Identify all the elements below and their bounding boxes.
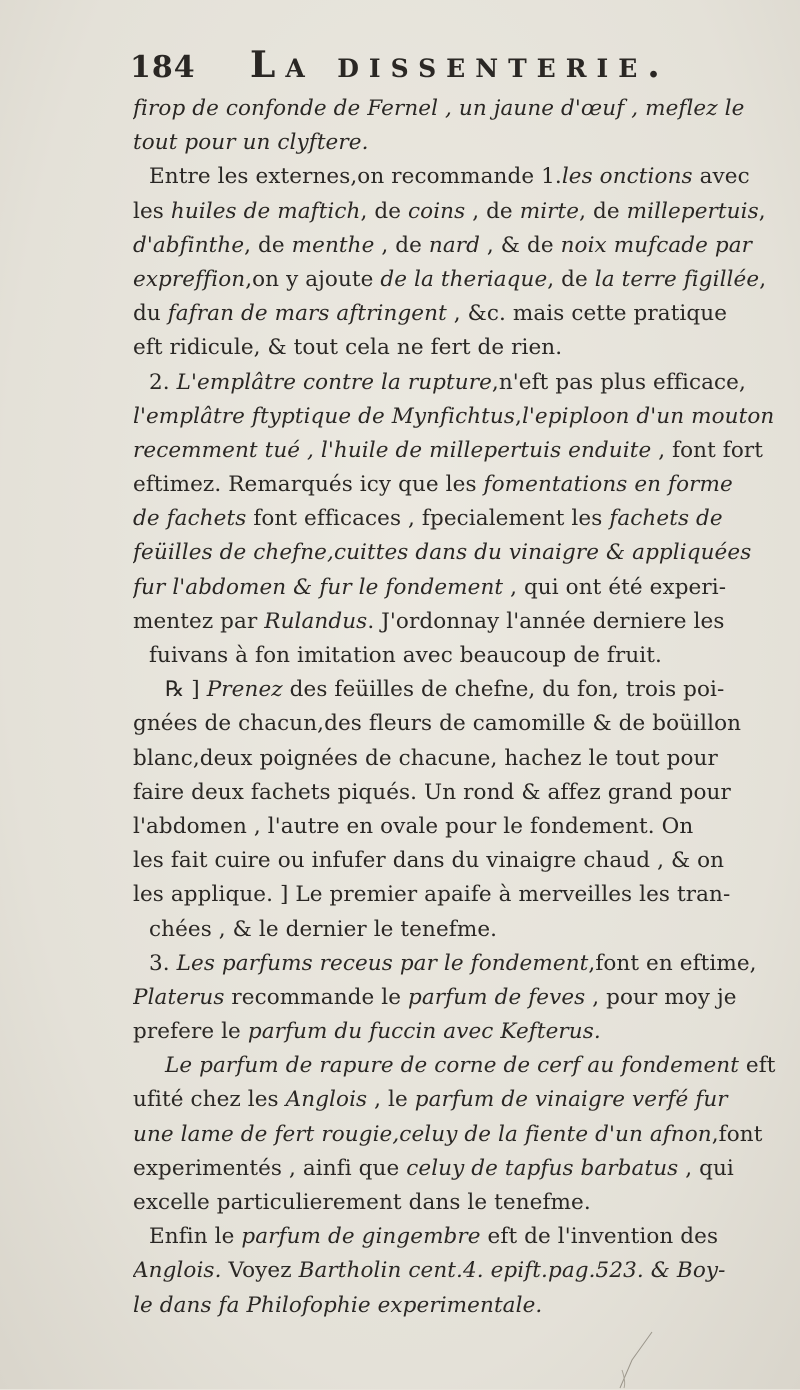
roman-text: les [133,198,171,224]
italic-text: noix mufcade par [560,232,753,258]
italic-text: d'abfinthe [133,232,245,258]
text-line [133,536,793,570]
roman-text: Enfin le [149,1224,242,1250]
roman-text: ,font en eftime, [588,950,757,976]
roman-text: experimentés , ainfi que [133,1155,407,1181]
roman-text: , & de [479,232,561,258]
italic-text: L'emplâtre contre la rupture [176,369,492,395]
italic-text: menthe [291,232,375,258]
roman-text: 2. [149,369,177,395]
italic-text: Platerus [133,984,225,1010]
text-line [133,263,793,297]
text-line [133,947,793,981]
italic-text: l'epiploon d'un mouton [521,403,775,429]
roman-text: ℞ ] [165,677,207,703]
italic-text: de la theriaque [380,266,548,292]
text-line [133,1083,793,1117]
roman-text: excelle particulierement dans le tenefme. [133,1190,591,1215]
italic-text: Prenez [206,677,283,703]
roman-text: l'abdomen , l'autre en ovale pour le fondement. On [133,813,694,839]
italic-text: une lame de fert rougie,celuy de la fiente d'un afnon [133,1121,712,1147]
italic-text: fafran de mars aftringent [167,301,447,327]
text-line [133,1118,793,1152]
italic-text: feüilles de chefne,cuittes dans du vinaigre & appliquées [133,540,752,566]
roman-text: eft [738,1053,776,1079]
roman-text: , de [244,232,292,258]
roman-text: , [759,266,767,292]
italic-text: coins [408,198,466,224]
roman-text: ,on y ajoute [245,266,381,292]
text-line [133,297,793,331]
roman-text: les fait cuire ou infufer dans du vinaigre chaud , & on [133,848,725,874]
roman-text: des feüilles de chefne, du fon, trois poi- [282,677,725,703]
text-line [133,331,793,365]
roman-text: , qui [678,1155,734,1181]
roman-text: Entre les externes,on recommande 1. [149,164,562,190]
italic-text: fomentations en forme [483,472,733,498]
italic-text: millepertuis [626,198,759,224]
text-line [133,126,793,160]
text-line [133,1186,793,1220]
page-header [130,44,690,92]
italic-text: firop de confonde de Fernel , un jaune d'œuf , meflez le [133,96,745,121]
body-text [133,92,793,1323]
roman-text: eftimez. Remarqués icy que les [133,472,484,498]
roman-text: , de [579,198,627,224]
italic-text: le dans fa Philofophie experimentale. [133,1292,543,1318]
text-line [133,742,793,776]
roman-text: , font fort [651,437,764,463]
ink-smudge [612,1330,662,1390]
roman-text: les applique. ] Le premier apaife à merveilles les tran- [133,882,731,908]
roman-text: ,font [711,1121,763,1147]
roman-text: eft ridicule, & tout cela ne fert de rien. [133,335,563,361]
roman-text: prefere le [133,1019,248,1045]
roman-text: . J'ordonnay l'année derniere les [367,608,725,634]
italic-text: parfum de gingembre [241,1224,481,1250]
italic-text: mirte [519,198,580,224]
text-line [133,1220,793,1254]
italic-text: huiles de maftich [170,198,361,224]
roman-text: faire deux fachets piqués. Un rond & affez grand pour [133,779,731,805]
text-line [133,639,793,673]
text-line [133,92,793,126]
text-line [133,1254,793,1288]
italic-text: l'emplâtre ftyptique de Mynfichtus [133,403,515,429]
text-line [133,468,793,502]
text-line [133,571,793,605]
roman-text: , [515,403,522,429]
text-line [133,400,793,434]
text-line [133,366,793,400]
roman-text: , le [367,1087,415,1113]
roman-text: , de [465,198,520,224]
roman-text: 3. [149,950,177,976]
text-line [133,195,793,229]
italic-text: parfum du fuccin avec Kefterus. [247,1019,601,1045]
text-line [133,1289,793,1323]
text-line [133,913,793,947]
italic-text: Anglois [285,1087,368,1113]
roman-text: font efficaces , fpecialement les [246,506,610,532]
italic-text: parfum de feves [408,984,586,1010]
page-number: 184 [130,50,196,85]
italic-text: Le parfum de rapure de corne de cerf au fondement [165,1053,739,1079]
roman-text: Voyez [221,1258,299,1284]
roman-text: ufité chez les [133,1087,286,1113]
text-line [133,673,793,707]
roman-text: eft de l'invention des [480,1224,719,1250]
roman-text: fuivans à fon imitation avec beaucoup de fruit. [149,643,662,668]
text-line [133,878,793,912]
italic-text: Les parfums receus par le fondement [176,950,589,976]
text-line [133,981,793,1015]
roman-text: , &c. mais cette pratique [446,301,728,327]
roman-text: , de [547,266,595,292]
roman-text: gnées de chacun,des fleurs de camomille & de boüillon [133,711,742,737]
text-line [133,1049,793,1083]
roman-text: du [133,301,168,327]
text-line [133,434,793,468]
text-line [133,844,793,878]
italic-text: nard [428,232,480,258]
roman-text: , de [374,232,429,258]
text-line [133,502,793,536]
text-line [133,810,793,844]
roman-text: ,n'eft pas plus efficace, [491,369,746,395]
italic-text: Rulandus [264,608,368,634]
roman-text: , qui ont été experi- [503,574,727,600]
italic-text: expreffion [133,266,246,292]
roman-text: mentez par [133,608,265,634]
text-line [133,776,793,810]
roman-text: , de [360,198,409,224]
roman-text: avec [692,164,750,190]
roman-text: chées , & le dernier le tenefme. [149,916,498,942]
italic-text: Anglois. [133,1258,222,1284]
roman-text: , [758,198,766,224]
roman-text: blanc,deux poignées de chacune, hachez le tout pour [133,745,718,771]
italic-text: la terre figillée [594,266,760,292]
italic-text: fachets de [609,506,723,532]
text-line [133,605,793,639]
running-title: La dissenterie. [250,44,670,86]
text-line [133,229,793,263]
italic-text: de fachets [133,506,247,532]
italic-text: recemment tué , l'huile de millepertuis enduite [133,437,652,463]
italic-text: fur l'abdomen & fur le fondement [133,574,504,600]
roman-text: , pour moy je [585,984,737,1010]
italic-text: Bartholin cent.4. epift.pag.523. & Boy- [298,1258,726,1284]
text-line [133,1015,793,1049]
text-line [133,1152,793,1186]
italic-text: parfum de vinaigre verfé fur [414,1087,728,1113]
italic-text: celuy de tapfus barbatus [406,1155,679,1181]
italic-text: les onctions [561,164,693,190]
text-line [133,707,793,741]
text-line [133,160,793,194]
roman-text: recommande le [224,984,408,1010]
italic-text: tout pour un clyftere. [133,130,369,156]
